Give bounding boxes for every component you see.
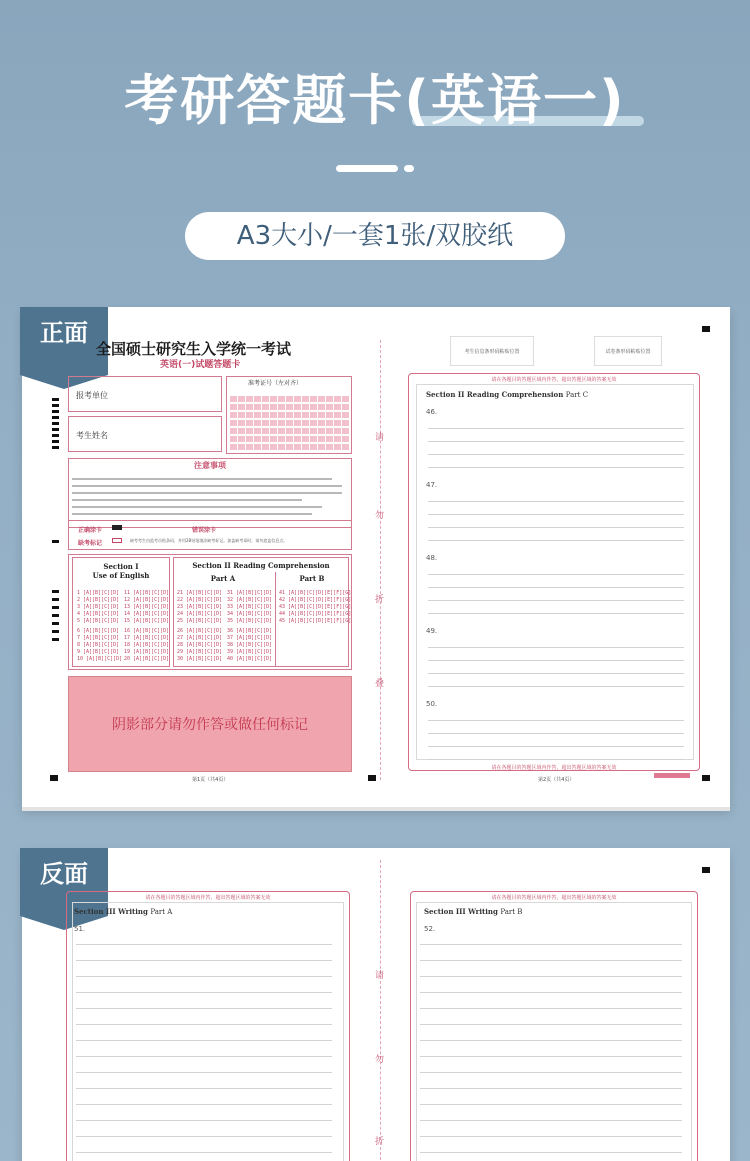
writing-line[interactable]: [420, 1056, 682, 1057]
writing-line[interactable]: [420, 960, 682, 961]
exam-number-cell[interactable]: [342, 420, 349, 426]
writing-line[interactable]: [76, 976, 332, 977]
exam-number-cell[interactable]: [278, 404, 285, 410]
answer-row[interactable]: 29 [A][B][C][D]: [177, 649, 223, 655]
answer-row[interactable]: 10 [A][B][C][D]: [77, 656, 123, 662]
exam-number-cell[interactable]: [310, 412, 317, 418]
subtitle-pill: A3大小/一套1张/双胶纸: [185, 212, 565, 260]
exam-number-cell[interactable]: [294, 404, 301, 410]
answer-row[interactable]: 33 [A][B][C][D]: [227, 604, 273, 610]
writing-line[interactable]: [76, 960, 332, 961]
answer-row[interactable]: 8 [A][B][C][D]: [77, 642, 120, 648]
answer-row[interactable]: 9 [A][B][C][D]: [77, 649, 120, 655]
exam-number-cell[interactable]: [238, 436, 245, 442]
exam-number-cell[interactable]: [342, 404, 349, 410]
exam-number-cell[interactable]: [318, 404, 325, 410]
exam-number-cell[interactable]: [254, 436, 261, 442]
page-number-right: 第2页（共4页）: [538, 777, 575, 783]
panel-note-top: 请在各题目的答题区域内作答，超出答题区域的答案无效: [491, 377, 617, 383]
timing-mark: [52, 410, 59, 413]
writing-line[interactable]: [420, 1104, 682, 1105]
answer-row[interactable]: 44 [A][B][C][D][E][F][G]: [279, 611, 352, 617]
exam-number-cell[interactable]: [326, 404, 333, 410]
answer-row[interactable]: 5 [A][B][C][D]: [77, 618, 120, 624]
answer-line[interactable]: [428, 660, 684, 661]
writing-line[interactable]: [420, 1024, 682, 1025]
exam-number-cell[interactable]: [294, 396, 301, 402]
answer-line[interactable]: [428, 600, 684, 601]
writing-line[interactable]: [76, 1152, 332, 1153]
corner-mark: [702, 775, 710, 781]
corner-mark: [702, 867, 710, 873]
writing-line[interactable]: [420, 976, 682, 977]
writing-line[interactable]: [76, 1088, 332, 1089]
question-number: 50.: [426, 700, 438, 708]
exam-number-cell[interactable]: [254, 404, 261, 410]
exam-number-cell[interactable]: [310, 428, 317, 434]
timing-mark: [52, 638, 59, 641]
writing-line[interactable]: [420, 1120, 682, 1121]
exam-number-cell[interactable]: [342, 428, 349, 434]
exam-number-cell[interactable]: [334, 428, 341, 434]
answer-row[interactable]: 38 [A][B][C][D]: [227, 642, 273, 648]
notice-line: [72, 513, 312, 515]
exam-number-cell[interactable]: [246, 404, 253, 410]
exam-number-cell[interactable]: [278, 396, 285, 402]
notice-line: [72, 492, 342, 494]
exam-number-cell[interactable]: [286, 412, 293, 418]
exam-number-cell[interactable]: [334, 444, 341, 450]
writing-b-inner: [416, 902, 692, 1161]
panel-note: 请在各题目的答题区域内作答，超出答题区域的答案无效: [145, 895, 271, 901]
fold-char: 勿: [375, 511, 385, 521]
answer-row[interactable]: 25 [A][B][C][D]: [177, 618, 223, 624]
writing-a-title: Section III Writing Part A: [74, 907, 173, 916]
answer-line[interactable]: [428, 673, 684, 674]
timing-mark: [52, 614, 59, 617]
exam-number-cell[interactable]: [262, 436, 269, 442]
notice-line: [72, 506, 322, 508]
answer-row[interactable]: 28 [A][B][C][D]: [177, 642, 223, 648]
exam-number-cell[interactable]: [302, 436, 309, 442]
name-label: 考生姓名: [76, 431, 108, 440]
exam-number-cell[interactable]: [270, 420, 277, 426]
exam-number-cell[interactable]: [262, 420, 269, 426]
exam-number-cell[interactable]: [246, 436, 253, 442]
answer-row[interactable]: 6 [A][B][C][D]: [77, 628, 120, 634]
exam-number-cell[interactable]: [230, 420, 237, 426]
answer-line[interactable]: [428, 501, 684, 502]
answer-row[interactable]: 31 [A][B][C][D]: [227, 590, 273, 596]
front-ribbon: 正面: [20, 307, 108, 375]
answer-row[interactable]: 14 [A][B][C][D]: [124, 611, 170, 617]
exam-number-cell[interactable]: [230, 444, 237, 450]
shaded-area-text: 阴影部分请勿作答或做任何标记: [112, 717, 308, 733]
exam-number-cell[interactable]: [310, 444, 317, 450]
exam-number-cell[interactable]: [262, 404, 269, 410]
exam-number-cell[interactable]: [278, 412, 285, 418]
writing-line[interactable]: [420, 1072, 682, 1073]
fold-char: 折: [375, 1137, 385, 1147]
exam-number-cell[interactable]: [302, 412, 309, 418]
exam-number-cell[interactable]: [238, 428, 245, 434]
absent-note: 缺考考生由监考员贴条码，并用2B铅笔填涂缺考标记。加盖缺考章时，请勿遮盖信息点。: [130, 538, 288, 543]
exam-title: 全国硕士研究生入学统一考试: [96, 340, 292, 358]
exam-number-cell[interactable]: [270, 444, 277, 450]
answer-line[interactable]: [428, 428, 684, 429]
exam-number-cell[interactable]: [238, 412, 245, 418]
timing-mark: [52, 622, 59, 625]
timing-mark: [52, 446, 59, 449]
part-b-title: Part B: [299, 574, 325, 583]
panel-note: 请在各题目的答题区域内作答，超出答题区域的答案无效: [491, 895, 617, 901]
answer-row[interactable]: 35 [A][B][C][D]: [227, 618, 273, 624]
exam-number-cell[interactable]: [230, 428, 237, 434]
exam-number-cell[interactable]: [270, 396, 277, 402]
writing-line[interactable]: [420, 1136, 682, 1137]
question-number: 47.: [426, 481, 438, 489]
exam-number-cell[interactable]: [326, 396, 333, 402]
exam-number-cell[interactable]: [254, 444, 261, 450]
corner-mark: [50, 775, 58, 781]
exam-number-cell[interactable]: [302, 404, 309, 410]
exam-number-cell[interactable]: [246, 396, 253, 402]
answer-row[interactable]: 43 [A][B][C][D][E][F][G]: [279, 604, 352, 610]
answer-row[interactable]: 12 [A][B][C][D]: [124, 597, 170, 603]
answer-row[interactable]: 34 [A][B][C][D]: [227, 611, 273, 617]
exam-number-cell[interactable]: [246, 428, 253, 434]
writing-b-title: Section III Writing Part B: [424, 907, 523, 916]
exam-number-cell[interactable]: [310, 420, 317, 426]
writing-line[interactable]: [76, 1072, 332, 1073]
writing-line[interactable]: [420, 1008, 682, 1009]
writing-line[interactable]: [76, 1120, 332, 1121]
timing-mark: [52, 434, 59, 437]
fold-char: 折: [375, 595, 385, 605]
writing-line[interactable]: [76, 1024, 332, 1025]
fold-char: 请: [375, 971, 385, 981]
exam-number-cell[interactable]: [342, 436, 349, 442]
answer-line[interactable]: [428, 720, 684, 721]
corner-mark: [368, 775, 376, 781]
timing-mark: [52, 422, 59, 425]
part-c-title: Section II Reading Comprehension Part C: [426, 390, 589, 399]
writing-line[interactable]: [420, 944, 682, 945]
exam-number-cell[interactable]: [254, 420, 261, 426]
timing-mark: [52, 630, 59, 633]
section1-title: Section I: [103, 562, 139, 571]
exam-number-cell[interactable]: [326, 436, 333, 442]
exam-number-cell[interactable]: [302, 428, 309, 434]
answer-row[interactable]: 21 [A][B][C][D]: [177, 590, 223, 596]
corner-mark: [702, 326, 710, 332]
exam-number-cell[interactable]: [326, 444, 333, 450]
exam-number-label: 准考证号（左对齐）: [248, 380, 303, 387]
exam-number-cell[interactable]: [238, 396, 245, 402]
writing-line[interactable]: [420, 1152, 682, 1153]
writing-line[interactable]: [76, 1008, 332, 1009]
answer-row[interactable]: 3 [A][B][C][D]: [77, 604, 120, 610]
fold-char: 请: [375, 433, 385, 443]
exam-number-cell[interactable]: [238, 444, 245, 450]
exam-number-cell[interactable]: [334, 404, 341, 410]
exam-number-cell[interactable]: [262, 412, 269, 418]
exam-number-cell[interactable]: [230, 436, 237, 442]
unit-label: 报考单位: [76, 391, 108, 400]
exam-number-cell[interactable]: [278, 420, 285, 426]
answer-row[interactable]: 18 [A][B][C][D]: [124, 642, 170, 648]
exam-number-cell[interactable]: [262, 428, 269, 434]
answer-row[interactable]: 7 [A][B][C][D]: [77, 635, 120, 641]
barcode-paper-box: 试卷条形码粘贴位置: [594, 336, 662, 366]
writing-line[interactable]: [420, 992, 682, 993]
exam-number-cell[interactable]: [302, 396, 309, 402]
writing-line[interactable]: [76, 1056, 332, 1057]
exam-number-cell[interactable]: [286, 436, 293, 442]
exam-number-cell[interactable]: [310, 396, 317, 402]
exam-number-cell[interactable]: [278, 444, 285, 450]
fold-char: 勿: [375, 1055, 385, 1065]
exam-number-cell[interactable]: [262, 396, 269, 402]
page-number-left: 第1页（共4页）: [192, 777, 229, 783]
writing-line[interactable]: [76, 992, 332, 993]
answer-line[interactable]: [428, 759, 684, 760]
timing-mark: [52, 598, 59, 601]
section1-sub: Use of English: [92, 571, 150, 580]
exam-number-cell[interactable]: [246, 420, 253, 426]
timing-mark: [52, 416, 59, 419]
section2-title: Section II Reading Comprehension: [192, 561, 330, 570]
exam-number-cell[interactable]: [318, 420, 325, 426]
exam-number-cell[interactable]: [286, 396, 293, 402]
answer-row[interactable]: 19 [A][B][C][D]: [124, 649, 170, 655]
exam-number-cell[interactable]: [318, 396, 325, 402]
answer-line[interactable]: [428, 574, 684, 575]
exam-number-cell[interactable]: [270, 412, 277, 418]
correct-fill-label: 正确涂卡: [78, 527, 103, 534]
exam-number-cell[interactable]: [318, 436, 325, 442]
exam-number-cell[interactable]: [294, 428, 301, 434]
exam-number-cell[interactable]: [334, 436, 341, 442]
answer-row[interactable]: 27 [A][B][C][D]: [177, 635, 223, 641]
answer-row[interactable]: 41 [A][B][C][D][E][F][G]: [279, 590, 352, 596]
answer-line[interactable]: [428, 647, 684, 648]
absent-checkbox[interactable]: [112, 538, 122, 543]
exam-number-cell[interactable]: [238, 404, 245, 410]
writing-line[interactable]: [76, 944, 332, 945]
fold-line: [380, 860, 381, 1160]
answer-line[interactable]: [428, 613, 684, 614]
answer-row[interactable]: 23 [A][B][C][D]: [177, 604, 223, 610]
answer-row[interactable]: 17 [A][B][C][D]: [124, 635, 170, 641]
answer-row[interactable]: 36 [A][B][C][D]: [227, 628, 273, 634]
question-number: 49.: [426, 627, 438, 635]
exam-number-cell[interactable]: [270, 404, 277, 410]
exam-number-cell[interactable]: [254, 396, 261, 402]
answer-line[interactable]: [428, 733, 684, 734]
answer-line[interactable]: [428, 587, 684, 588]
notice-line: [72, 499, 302, 501]
question-number: 48.: [426, 554, 438, 562]
answer-row[interactable]: 42 [A][B][C][D][E][F][G]: [279, 597, 352, 603]
timing-mark: [52, 606, 59, 609]
exam-number-cell[interactable]: [246, 412, 253, 418]
answer-line[interactable]: [428, 467, 684, 468]
exam-number-cell[interactable]: [286, 404, 293, 410]
question-51: 51.: [74, 925, 86, 933]
exam-number-cell[interactable]: [326, 420, 333, 426]
exam-number-cell[interactable]: [326, 412, 333, 418]
exam-number-cell[interactable]: [294, 412, 301, 418]
writing-a-inner: [72, 902, 344, 1161]
question-number: 46.: [426, 408, 438, 416]
notice-title: 注意事项: [194, 461, 226, 470]
timing-mark: [52, 398, 59, 401]
exam-number-cell[interactable]: [286, 420, 293, 426]
exam-number-cell[interactable]: [230, 396, 237, 402]
exam-number-cell[interactable]: [310, 404, 317, 410]
answer-row[interactable]: 39 [A][B][C][D]: [227, 649, 273, 655]
answer-row[interactable]: 45 [A][B][C][D][E][F][G]: [279, 618, 352, 624]
timing-mark: [52, 540, 59, 543]
answer-line[interactable]: [428, 441, 684, 442]
exam-number-cell[interactable]: [342, 444, 349, 450]
writing-line[interactable]: [76, 1136, 332, 1137]
answer-row[interactable]: 13 [A][B][C][D]: [124, 604, 170, 610]
exam-number-cell[interactable]: [302, 420, 309, 426]
answer-row[interactable]: 16 [A][B][C][D]: [124, 628, 170, 634]
answer-row[interactable]: 2 [A][B][C][D]: [77, 597, 120, 603]
answer-row[interactable]: 37 [A][B][C][D]: [227, 635, 273, 641]
answer-row[interactable]: 40 [A][B][C][D]: [227, 656, 273, 662]
answer-line[interactable]: [428, 540, 684, 541]
writing-line[interactable]: [420, 1088, 682, 1089]
exam-number-cell[interactable]: [254, 412, 261, 418]
answer-row[interactable]: 4 [A][B][C][D]: [77, 611, 120, 617]
timing-mark: [52, 440, 59, 443]
writing-line[interactable]: [76, 1104, 332, 1105]
notice-line: [72, 485, 342, 487]
answer-line[interactable]: [428, 746, 684, 747]
exam-number-cell[interactable]: [294, 444, 301, 450]
fold-char: 叠: [375, 679, 385, 689]
red-tag: [654, 773, 690, 778]
back-ribbon: 反面: [20, 848, 108, 916]
exam-number-cell[interactable]: [326, 428, 333, 434]
answer-line[interactable]: [428, 454, 684, 455]
exam-number-cell[interactable]: [294, 436, 301, 442]
exam-number-cell[interactable]: [334, 396, 341, 402]
timing-mark: [52, 590, 59, 593]
exam-number-cell[interactable]: [262, 444, 269, 450]
writing-line[interactable]: [420, 1040, 682, 1041]
question-52: 52.: [424, 925, 436, 933]
panel-note-bottom: 请在各题目的答题区域内作答，超出答题区域的答案无效: [491, 765, 617, 771]
answer-line[interactable]: [428, 686, 684, 687]
exam-number-cell[interactable]: [334, 412, 341, 418]
exam-number-cell[interactable]: [318, 412, 325, 418]
exam-number-cell[interactable]: [278, 436, 285, 442]
exam-number-cell[interactable]: [246, 444, 253, 450]
exam-number-cell[interactable]: [334, 420, 341, 426]
exam-number-cell[interactable]: [286, 428, 293, 434]
part-divider: [275, 572, 276, 667]
wrong-fill-label: 错误涂卡: [192, 527, 217, 534]
barcode-info-box: 考生信息条形码粘贴位置: [450, 336, 534, 366]
exam-number-cell[interactable]: [238, 420, 245, 426]
exam-number-cell[interactable]: [318, 444, 325, 450]
answer-row[interactable]: 26 [A][B][C][D]: [177, 628, 223, 634]
dash-long: [336, 165, 398, 172]
answer-row[interactable]: 15 [A][B][C][D]: [124, 618, 170, 624]
answer-row[interactable]: 30 [A][B][C][D]: [177, 656, 223, 662]
writing-line[interactable]: [76, 1040, 332, 1041]
exam-number-cell[interactable]: [270, 428, 277, 434]
dash-dot: [404, 165, 414, 172]
exam-number-cell[interactable]: [286, 444, 293, 450]
timing-mark: [52, 428, 59, 431]
exam-number-cell[interactable]: [294, 420, 301, 426]
exam-number-cell[interactable]: [254, 428, 261, 434]
answer-row[interactable]: 24 [A][B][C][D]: [177, 611, 223, 617]
answer-line[interactable]: [428, 514, 684, 515]
page-title: 考研答题卡(英语一): [124, 69, 626, 132]
fold-line: [380, 340, 381, 780]
exam-number-cell[interactable]: [230, 412, 237, 418]
absent-mark-label: 缺考标记: [78, 540, 103, 547]
answer-row[interactable]: 11 [A][B][C][D]: [124, 590, 170, 596]
exam-number-cell[interactable]: [310, 436, 317, 442]
answer-row[interactable]: 1 [A][B][C][D]: [77, 590, 120, 596]
answer-row[interactable]: 20 [A][B][C][D]: [124, 656, 170, 662]
correct-fill-sample: [112, 525, 122, 530]
answer-row[interactable]: 22 [A][B][C][D]: [177, 597, 223, 603]
answer-row[interactable]: 32 [A][B][C][D]: [227, 597, 273, 603]
exam-number-cell[interactable]: [270, 436, 277, 442]
exam-number-cell[interactable]: [342, 396, 349, 402]
exam-number-cell[interactable]: [230, 404, 237, 410]
exam-number-cell[interactable]: [342, 412, 349, 418]
exam-number-cell[interactable]: [318, 428, 325, 434]
exam-subtitle: 英语(一)试题答题卡: [160, 360, 241, 370]
answer-line[interactable]: [428, 527, 684, 528]
notice-line: [72, 478, 332, 480]
exam-number-cell[interactable]: [278, 428, 285, 434]
part-a-title: Part A: [210, 574, 236, 583]
exam-number-cell[interactable]: [302, 444, 309, 450]
timing-mark: [52, 404, 59, 407]
